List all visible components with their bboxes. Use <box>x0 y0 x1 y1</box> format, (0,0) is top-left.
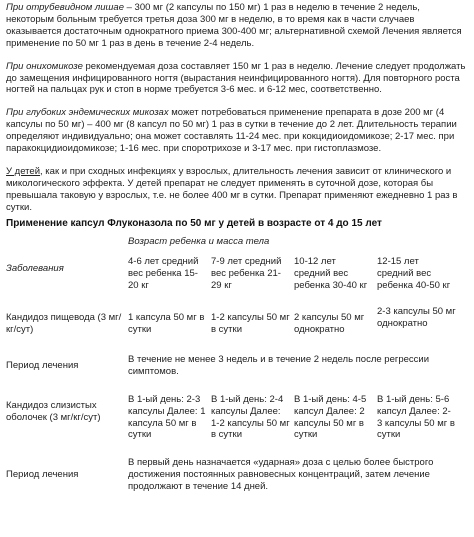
table-cell: 2-3 капсулы 50 мг однократно <box>377 306 456 330</box>
table-cell-span: В течение не менее 3 недель и в течение 2 недель после регрессии симптомов. <box>128 353 430 377</box>
age-column-header: 7-9 лет средний вес ребенка 21-29 кг <box>211 256 282 292</box>
table-cell: В 1-ый день: 2-3 капсулы Далее: 1 капсула 50 мг в сутки <box>128 393 206 441</box>
paragraph-onychomycosis <box>6 61 468 97</box>
header-row <box>6 256 468 292</box>
table-row <box>6 457 468 493</box>
age-column-header: 10-12 лет средний вес ребенка 30-40 кг <box>294 256 368 292</box>
paragraph-text: – 300 мг (2 капсулы по 150 мг) 1 раз в неделю в течение 2 недель, некоторым больным требуется третья доза 300 мг в неделю, в то время как в части случаев оказывается достаточным однократного приема 300-400 мг; альтернативной схемой Лечения является применение по 50 мг 1 раз в день в течение 2-4 недель. <box>6 2 462 49</box>
paragraph-deep-mycoses <box>6 107 468 155</box>
row-name: Период лечения <box>6 469 79 481</box>
paragraph-text: рекомендуемая доза составляет 150 мг 1 раз в неделю. Лечение следует продолжать до замещения инфицированного ногтя (вырастания неинфицированного ногтя). Для повторного роста ногтей на пальцах рук и стоп в норме требуется 3-6 мес. и 6-12 мес, соответственно. <box>6 60 466 96</box>
row-name: Кандидоз слизистых оболочек (3 мг/кг/сут) <box>6 399 101 423</box>
age-column-header: 4-6 лет средний вес ребенка 15-20 кг <box>128 256 199 292</box>
paragraph-children <box>6 166 468 214</box>
paragraph-label: При онихомикозе <box>6 60 83 72</box>
table-heading: Применение капсул Флуконазола по 50 мг у детей в возрасте от 4 до 15 лет <box>6 217 382 229</box>
dosage-table <box>6 236 468 494</box>
table-cell: В 1-ый день: 5-6 капсул Далее: 2-3 капсулы 50 мг в сутки <box>377 393 455 441</box>
disease-column-header: Заболевания <box>6 263 64 275</box>
group-header-row <box>6 236 468 248</box>
paragraph-label: При отрубевидном лишае <box>6 2 124 13</box>
table-row <box>6 394 468 442</box>
row-name: Кандидоз пищевода (3 мг/кг/сут) <box>6 312 122 336</box>
table-cell-span: В первый день назначается «ударная» доза с целью более быстрого достижения постоянных равновесных концентраций, затем лечение продолжают в течение 14 дней. <box>128 457 434 493</box>
group-header: Возраст ребенка и масса тела <box>128 235 270 247</box>
paragraph-label: При глубоких эндемических микозах <box>6 107 169 119</box>
paragraph-text: может потребоваться применение препарата в дозе 200 мг (4 капсулы по 50 мг) – 400 мг (8 капсул по 50 мг) 1 раз в сутки в течение до 2 лет. Длительность терапии определяют индивидуально; она может составлять 11-24 мес. при кокцидиоидомикозе; 2-17 мес. при паракокцидиоидомикозе; 1-16 мес. при споротрихозе и 3-17 мес. при гистоплазмозе. <box>6 107 457 155</box>
age-column-header: 12-15 лет средний вес ребенка 40-50 кг <box>377 256 451 292</box>
table-cell: 1 капсула 50 мг в сутки <box>128 312 205 336</box>
row-name: Период лечения <box>6 359 79 371</box>
table-row <box>6 354 468 378</box>
table-cell: 1-2 капсулы 50 мг в сутки <box>211 312 290 336</box>
table-row <box>6 306 468 336</box>
paragraph-tinea-versicolor <box>6 0 468 50</box>
table-cell: 2 капсулы 50 мг однократно <box>294 312 365 336</box>
paragraph-label: У детей <box>6 165 41 177</box>
table-cell: В 1-ый день: 2-4 капсулы Далее: 1-2 капсулы 50 мг в сутки <box>211 393 290 441</box>
table-cell: В 1-ый день: 4-5 капсул Далее: 2 капсулы 50 мг в сутки <box>294 393 367 441</box>
paragraph-text: , как и при сходных инфекциях у взрослых, длительность лечения зависит от клинического и микологического эффекта. У детей препарат не следует применять в суточной дозе, которая бы превышала таковую у взрослых, т.е. не более 400 мг в сутки. Препарат применяют ежедневно 1 раз в сутки. <box>6 165 458 213</box>
